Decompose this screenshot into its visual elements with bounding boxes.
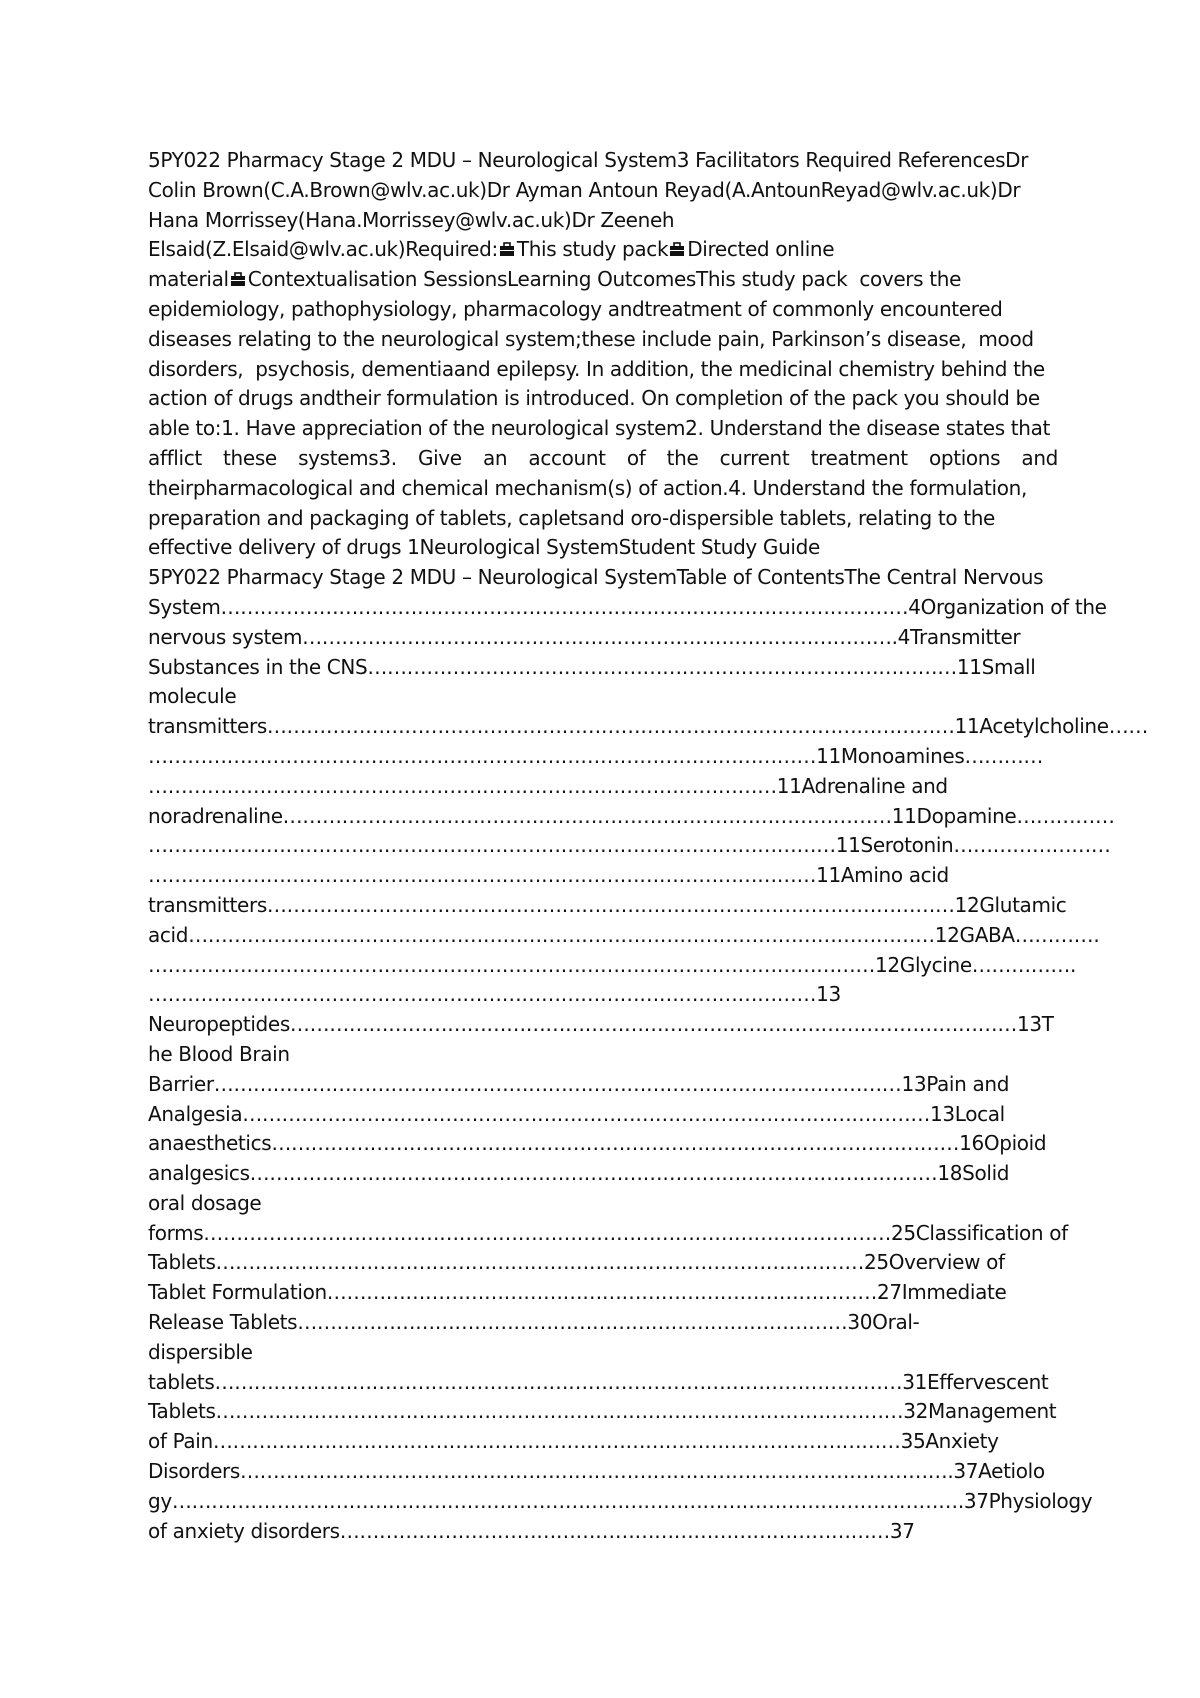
text-segment: This study pack <box>516 237 669 262</box>
toc-entry: analgesics……………………………………………………………………………………………18Solid <box>148 1161 1010 1186</box>
toc-entry: Release Tablets…………………………………………………………………………30Oral- <box>148 1310 920 1335</box>
text-segment: Contextualisation SessionsLearning OutcomesThis study pack covers the <box>247 267 962 292</box>
text-line <box>148 235 1058 265</box>
toc-entry: tablets……………………………………………………………………………………………31Effervescent <box>148 1369 1049 1394</box>
text-line: epidemiology, pathophysiology, pharmacology andtreatment of commonly encountered <box>148 296 1003 321</box>
text-segment: Elsaid(Z.Elsaid@wlv.ac.uk)Required: <box>148 237 498 262</box>
toc-entry: …………………………………………………………………………………………………12Glycine……………. <box>148 952 1077 977</box>
toc-entry: …………………………………………………………………………………………13 <box>148 982 841 1007</box>
toc-entry: of anxiety disorders…………………………………………………………………………37 <box>148 1518 915 1543</box>
toc-entry: nervous system……………………………………………………………………………….4Transmitter <box>148 624 1021 649</box>
text-line: Colin Brown(C.A.Brown@wlv.ac.uk)Dr Ayman Antoun Reyad(A.AntounReyad@wlv.ac.uk)Dr <box>148 177 1021 202</box>
text-line: theirpharmacological and chemical mechanism(s) of action.4. Understand the formulation, <box>148 475 1027 500</box>
toc-entry: Tablets……………………………………………………………………………………………32Management <box>148 1399 1057 1424</box>
toc-entry: forms……………………………………………………………………………………………25Classification of <box>148 1220 1068 1245</box>
toc-title-line: 5PY022 Pharmacy Stage 2 MDU – Neurological SystemTable of ContentsThe Central Nervous <box>148 565 1044 590</box>
toc-entry: ……………………………………………………………………………………………11Serotonin…………………… <box>148 833 1111 858</box>
text-segment: material <box>148 267 229 292</box>
briefcase-icon <box>499 242 515 257</box>
toc-entry: gy………………………………………………………………………………………………………….37Physiology <box>148 1488 1093 1513</box>
toc-entry: System……………………………………………………………………………………………4Organization of the <box>148 594 1107 619</box>
toc-entry: Tablets………………………………………………………………………………………25Overview of <box>148 1250 1005 1275</box>
text-line <box>148 265 1058 295</box>
text-line: preparation and packaging of tablets, capletsand oro-dispersible tablets, relating to the <box>148 505 995 530</box>
toc-entry: Disorders……………………………………………………………………………………………….37Aetiolo <box>148 1459 1045 1484</box>
toc-entry: Tablet Formulation…………………………………………………………………………27Immediate <box>148 1280 1007 1305</box>
text-line: effective delivery of drugs 1Neurological SystemStudent Study Guide <box>148 535 820 560</box>
toc-entry: noradrenaline…………………………………………………………………………………11Dopamine…………… <box>148 803 1115 828</box>
toc-entry: Analgesia……………………………………………………………………………………………13Local <box>148 1101 1005 1126</box>
text-line: Hana Morrissey(Hana.Morrissey@wlv.ac.uk)Dr Zeeneh <box>148 207 675 232</box>
toc-entry: Substances in the CNS………………………………………………………………………………11Small <box>148 654 1036 679</box>
toc-entry: oral dosage <box>148 1190 262 1215</box>
text-segment: Directed online <box>687 237 835 262</box>
text-line: afflict these systems3. Give an account of the current treatment options and <box>148 445 1058 470</box>
toc-entry: Neuropeptides…………………………………………………………………………………………………13T <box>148 1012 1054 1037</box>
text-line: able to:1. Have appreciation of the neurological system2. Understand the disease states that <box>148 416 1051 441</box>
text-line: disorders, psychosis, dementiaand epilepsy. In addition, the medicinal chemistry behind the <box>148 356 1045 381</box>
toc-entry: dispersible <box>148 1339 253 1364</box>
text-line: diseases relating to the neurological system;these include pain, Parkinson’s disease, mood <box>148 326 1034 351</box>
toc-entry: …………………………………………………………………………………………11Monoamines………… <box>148 743 1044 768</box>
toc-entry: of Pain……………………………………………………………………………………………35Anxiety <box>148 1429 999 1454</box>
toc-entry: anaesthetics……………………………………………………………………………………………16Opioid <box>148 1131 1047 1156</box>
toc-entry: ……………………………………………………………………………………11Adrenaline and <box>148 773 948 798</box>
toc-entry: molecule <box>148 684 237 709</box>
toc-entry: …………………………………………………………………………………………11Amino acid <box>148 863 949 888</box>
toc-entry: acid……………………………………………………………………………………………………12GABA…………. <box>148 922 1100 947</box>
document-text <box>148 146 1149 1546</box>
briefcase-icon <box>669 242 685 257</box>
toc-entry: transmitters……………………………………………………………………………………………11Acetylcholine…… <box>148 714 1149 739</box>
toc-entry: Barrier……………………………………………………………………………………………13Pain and <box>148 1071 1010 1096</box>
text-line: action of drugs andtheir formulation is introduced. On completion of the pack you should be <box>148 386 1040 411</box>
briefcase-icon <box>230 272 246 287</box>
text-line: 5PY022 Pharmacy Stage 2 MDU – Neurological System3 Facilitators Required ReferencesDr <box>148 148 1029 172</box>
toc-entry: transmitters……………………………………………………………………………………………12Glutamic <box>148 892 1067 917</box>
toc-entry: he Blood Brain <box>148 1041 290 1066</box>
